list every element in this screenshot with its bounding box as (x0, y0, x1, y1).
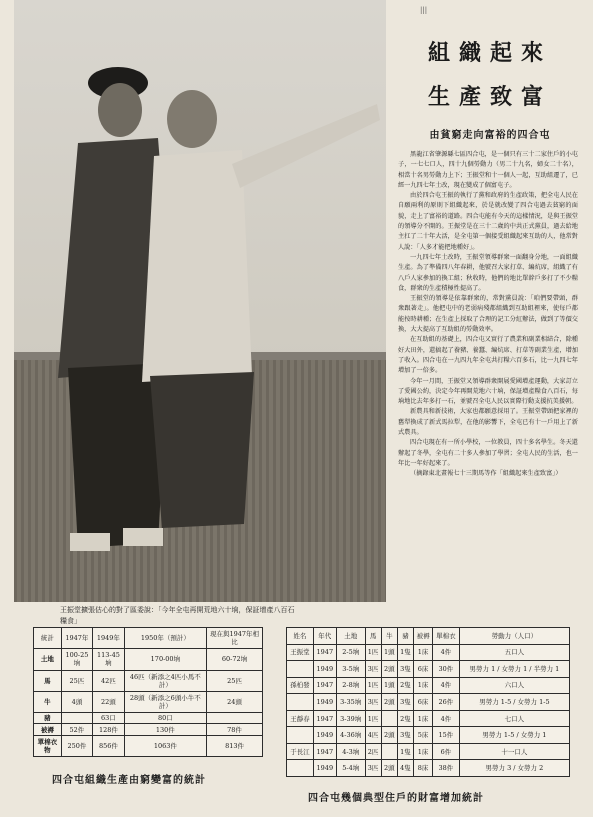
table-cell: 4-36垧 (336, 727, 365, 744)
table-cell: 3隻 (397, 694, 413, 711)
table-cell: 130件 (124, 724, 206, 735)
table-cell: 4件 (433, 677, 460, 694)
table-cell: 856件 (93, 735, 125, 756)
table-cell (381, 710, 397, 727)
table-header-cell: 土地 (336, 628, 365, 645)
paragraph: 今年一月間，王振堂又領導群衆開展愛國增產運動，大家訂立了愛國公約，決定今年再開荒地六十垧，保証增產糧食八百石，每垧地比去年多打一石，並號召全屯人民以實際行動支援抗美援朝。 (398, 377, 578, 406)
table-cell: 22頭 (93, 691, 125, 712)
table-cell: 十一口人 (459, 743, 569, 760)
table-row (34, 670, 263, 691)
table-cell: 2-8垧 (336, 677, 365, 694)
table-cell: 2頭 (381, 661, 397, 678)
table-row (34, 724, 263, 735)
table-cell: 26件 (433, 694, 460, 711)
table-cell: 60-72垧 (207, 649, 263, 670)
table-header-cell: 被褥 (414, 628, 433, 645)
table-cell (207, 713, 263, 724)
table-cell (287, 760, 314, 777)
table-header-cell: 勞動力（人口） (459, 628, 569, 645)
table-cell: 42匹 (93, 670, 125, 691)
table-cell: 1床 (414, 677, 433, 694)
table-cell: 2頭 (381, 694, 397, 711)
table-cell: 牛 (34, 691, 62, 712)
table-cell (61, 713, 93, 724)
table-row (34, 713, 263, 724)
table-cell (287, 727, 314, 744)
table-cell: 25匹 (207, 670, 263, 691)
table-cell: 2隻 (397, 677, 413, 694)
paragraph: 一九四七年土改時，王振堂領導群衆一面翻身分地，一面組織生產。為了準備四八年春耕，他號召大家打草、編炕席，組織了有八戶人家參加的換工組；秋收時，他們的地比單幹戶多打了不少糧食，群衆的生產積極性提高了。 (398, 253, 578, 292)
table-cell: 1匹 (365, 677, 381, 694)
table-cell: 2隻 (397, 710, 413, 727)
table-cell: 15件 (433, 727, 460, 744)
table-cell: 30件 (433, 661, 460, 678)
table-cell: 1頭 (381, 644, 397, 661)
paragraph: （摘錄東北畫報七十三期馬等作「組織起來生產致富」） (410, 470, 562, 478)
table-cell: 24頭 (207, 691, 263, 712)
table-cell: 78件 (207, 724, 263, 735)
table-cell: 4件 (433, 644, 460, 661)
table-cell: 被褥 (34, 724, 62, 735)
table-cell: 1947 (313, 710, 336, 727)
article-heading (400, 40, 580, 141)
table-cell: 3隻 (397, 661, 413, 678)
photo-caption: 王振堂擴張估心的對了區委說：「今年全屯再開荒地六十垧，保証增產八百石糧食」 (60, 606, 295, 625)
table-row (287, 710, 570, 727)
table-cell: 3匹 (365, 694, 381, 711)
table-header-cell: 單棉衣 (433, 628, 460, 645)
table-cell: 1949 (313, 661, 336, 678)
table-row (287, 743, 570, 760)
table-cell: 1947 (313, 644, 336, 661)
table-row (287, 661, 570, 678)
table-cell: 4匹 (365, 727, 381, 744)
table-cell: 6床 (414, 661, 433, 678)
table-row (287, 727, 570, 744)
table-header-cell: 統計 (34, 628, 62, 649)
table-header-cell: 年代 (313, 628, 336, 645)
table-cell (287, 694, 314, 711)
table-header-row (287, 628, 570, 645)
table-row (34, 691, 263, 712)
table-cell: 4-3垧 (336, 743, 365, 760)
table-cell: 于長江 (287, 743, 314, 760)
title-line-1: 組織起來 (427, 41, 552, 66)
table-cell: 3-39垧 (336, 710, 365, 727)
table-cell: 1隻 (397, 743, 413, 760)
table-header-cell: 1949年 (93, 628, 125, 649)
table-header-cell: 豬 (397, 628, 413, 645)
table-cell: 80口 (124, 713, 206, 724)
table-cell: 1床 (414, 743, 433, 760)
table-cell: 1頭 (381, 677, 397, 694)
table-cell: 38件 (433, 760, 460, 777)
table-row (287, 694, 570, 711)
table-cell: 1949 (313, 694, 336, 711)
table-cell: 男勞力 1-5 / 女勞力 1-5 (459, 694, 569, 711)
table-row (34, 649, 263, 670)
title-line-2: 生產致富 (427, 85, 552, 110)
table-cell: 128件 (93, 724, 125, 735)
table-cell: 2匹 (365, 743, 381, 760)
table-cell: 1063件 (124, 735, 206, 756)
table-cell: 4頭 (61, 691, 93, 712)
paragraph: 四合屯現在有一所小學校，一位教員，四十多名學生。冬天還辦起了冬學，全屯有二十多人參加了學習；全屯人民的生活，也一年比一年好起來了。 (398, 439, 578, 467)
table-header-cell: 姓名 (287, 628, 314, 645)
table-header-cell: 馬 (365, 628, 381, 645)
village-statistics-table (33, 627, 263, 757)
table-cell: 5-4垧 (336, 760, 365, 777)
table-header-cell: 現在與1947年相比 (207, 628, 263, 649)
table-cell: 46匹（新添之4匹小馬不計） (124, 670, 206, 691)
table-header-cell: 1947年 (61, 628, 93, 649)
table-cell: 3匹 (365, 760, 381, 777)
table-cell: 113-45垧 (93, 649, 125, 670)
table-cell: 3匹 (365, 661, 381, 678)
table-cell: 1匹 (365, 710, 381, 727)
table-cell: 土地 (34, 649, 62, 670)
table-cell: 3隻 (397, 727, 413, 744)
table-cell: 2-5垧 (336, 644, 365, 661)
paragraph: 王振堂的領導是依靠群衆的，常對黨員說：「咱們要帶頭，群衆跟著走」。他把屯中的老弱病殘都組織到互助組裡來，使每戶都能按時耕種；在生產上採取了合理的記工分紅辦法，做到了等價交換，大大提高了互助組的勞動效率。 (398, 295, 578, 334)
page-mark: ||| (420, 6, 428, 14)
paragraph: 新農具和新技術，大家也都願意採用了。王振堂帶頭把家裡的舊犁換成了新式馬拉犁，在他的影響下，全屯已有十一戶用上了新式農具。 (398, 408, 578, 437)
table-cell (381, 743, 397, 760)
table-cell: 1匹 (365, 644, 381, 661)
table-cell (287, 661, 314, 678)
table-cell: 孫柏發 (287, 677, 314, 694)
table-cell: 3-5垧 (336, 661, 365, 678)
table-row (287, 644, 570, 661)
photo (14, 0, 386, 602)
table-cell: 170-00垧 (124, 649, 206, 670)
table-cell: 5床 (414, 727, 433, 744)
paragraph: 黑龍江省肇源縣七區四合屯，是一個只有三十二家住戶的小屯子，一七七口人，四十九個勞動力（男二十九名，婦女二十名），相當十名男勞動力上下；王振堂和十一個人一起，互助組遷了，已經一九四七年土改，現在變成了個富屯子。 (398, 151, 578, 189)
table-cell: 6件 (433, 743, 460, 760)
household-statistics-table (286, 627, 570, 777)
left-table-title: 四合屯組織生產由窮變富的統計 (52, 775, 206, 786)
table-cell: 馬 (34, 670, 62, 691)
table-header-cell: 牛 (381, 628, 397, 645)
table-cell: 8床 (414, 760, 433, 777)
table-cell: 1947 (313, 677, 336, 694)
table-cell: 男勞力 1-5 / 女勞力 1 (459, 727, 569, 744)
table-cell: 王振堂 (287, 644, 314, 661)
table-cell: 豬 (34, 713, 62, 724)
table-cell: 1床 (414, 644, 433, 661)
table-cell: 王靜春 (287, 710, 314, 727)
table-cell: 100-25垧 (61, 649, 93, 670)
table-cell: 250件 (61, 735, 93, 756)
table-cell: 1947 (313, 743, 336, 760)
table-cell: 6床 (414, 694, 433, 711)
table-cell: 25匹 (61, 670, 93, 691)
table-cell: 五口人 (459, 644, 569, 661)
right-table-title: 四合屯幾個典型住戶的財富增加統計 (308, 793, 484, 804)
table-row (34, 735, 263, 756)
article-body (398, 150, 578, 620)
table-cell: 63口 (93, 713, 125, 724)
table-row (287, 760, 570, 777)
table-cell: 4件 (433, 710, 460, 727)
table-cell: 1949 (313, 760, 336, 777)
table-cell: 1隻 (397, 644, 413, 661)
table-cell: 單棉衣物 (34, 735, 62, 756)
table-row (287, 677, 570, 694)
table-cell: 男勞力 1 / 女勞力 1 / 半勞力 1 (459, 661, 569, 678)
table-cell: 813件 (207, 735, 263, 756)
table-header-row (34, 628, 263, 649)
farmer-right-figure (132, 84, 382, 534)
table-cell: 4隻 (397, 760, 413, 777)
table-cell: 六口人 (459, 677, 569, 694)
table-cell: 3-35垧 (336, 694, 365, 711)
paragraph: 在互助組的基礎上，四合屯又實行了農業和副業相結合，除種好大田外，還搞起了養豬、養蠶、編炕席、打草等副業生產，增加了收入。四合屯在一九四九年全屯共打糧六百多石，比一九四七年增加了一倍多。 (398, 336, 578, 375)
table-cell: 52件 (61, 724, 93, 735)
table-cell: 1床 (414, 710, 433, 727)
table-cell: 七口人 (459, 710, 569, 727)
paragraph: 由於四合屯王振的執行了黨和政府的生產政策，把全屯人民在自願兩利的原則下組織起來，於是就改變了四合屯過去貧窮的面貌，走上了富裕的道路。四合屯能有今天的這樣情況，是與王振堂的領導分不開的。王振堂是在三十二歲的中共正式黨員，過去給地主扛了二十年大活，是全屯第一個接受組織起來互助的人，他常對人說：「人多才能把地種好」。 (398, 192, 578, 251)
table-cell: 男勞力 3 / 女勞力 2 (459, 760, 569, 777)
table-header-cell: 1950年（預計） (124, 628, 206, 649)
table-cell: 2頭 (381, 760, 397, 777)
subtitle: 由貧窮走向富裕的四合屯 (429, 130, 551, 141)
table-cell: 2頭 (381, 727, 397, 744)
table-cell: 28頭（新添之6頭小牛不計） (124, 691, 206, 712)
table-cell: 1949 (313, 727, 336, 744)
